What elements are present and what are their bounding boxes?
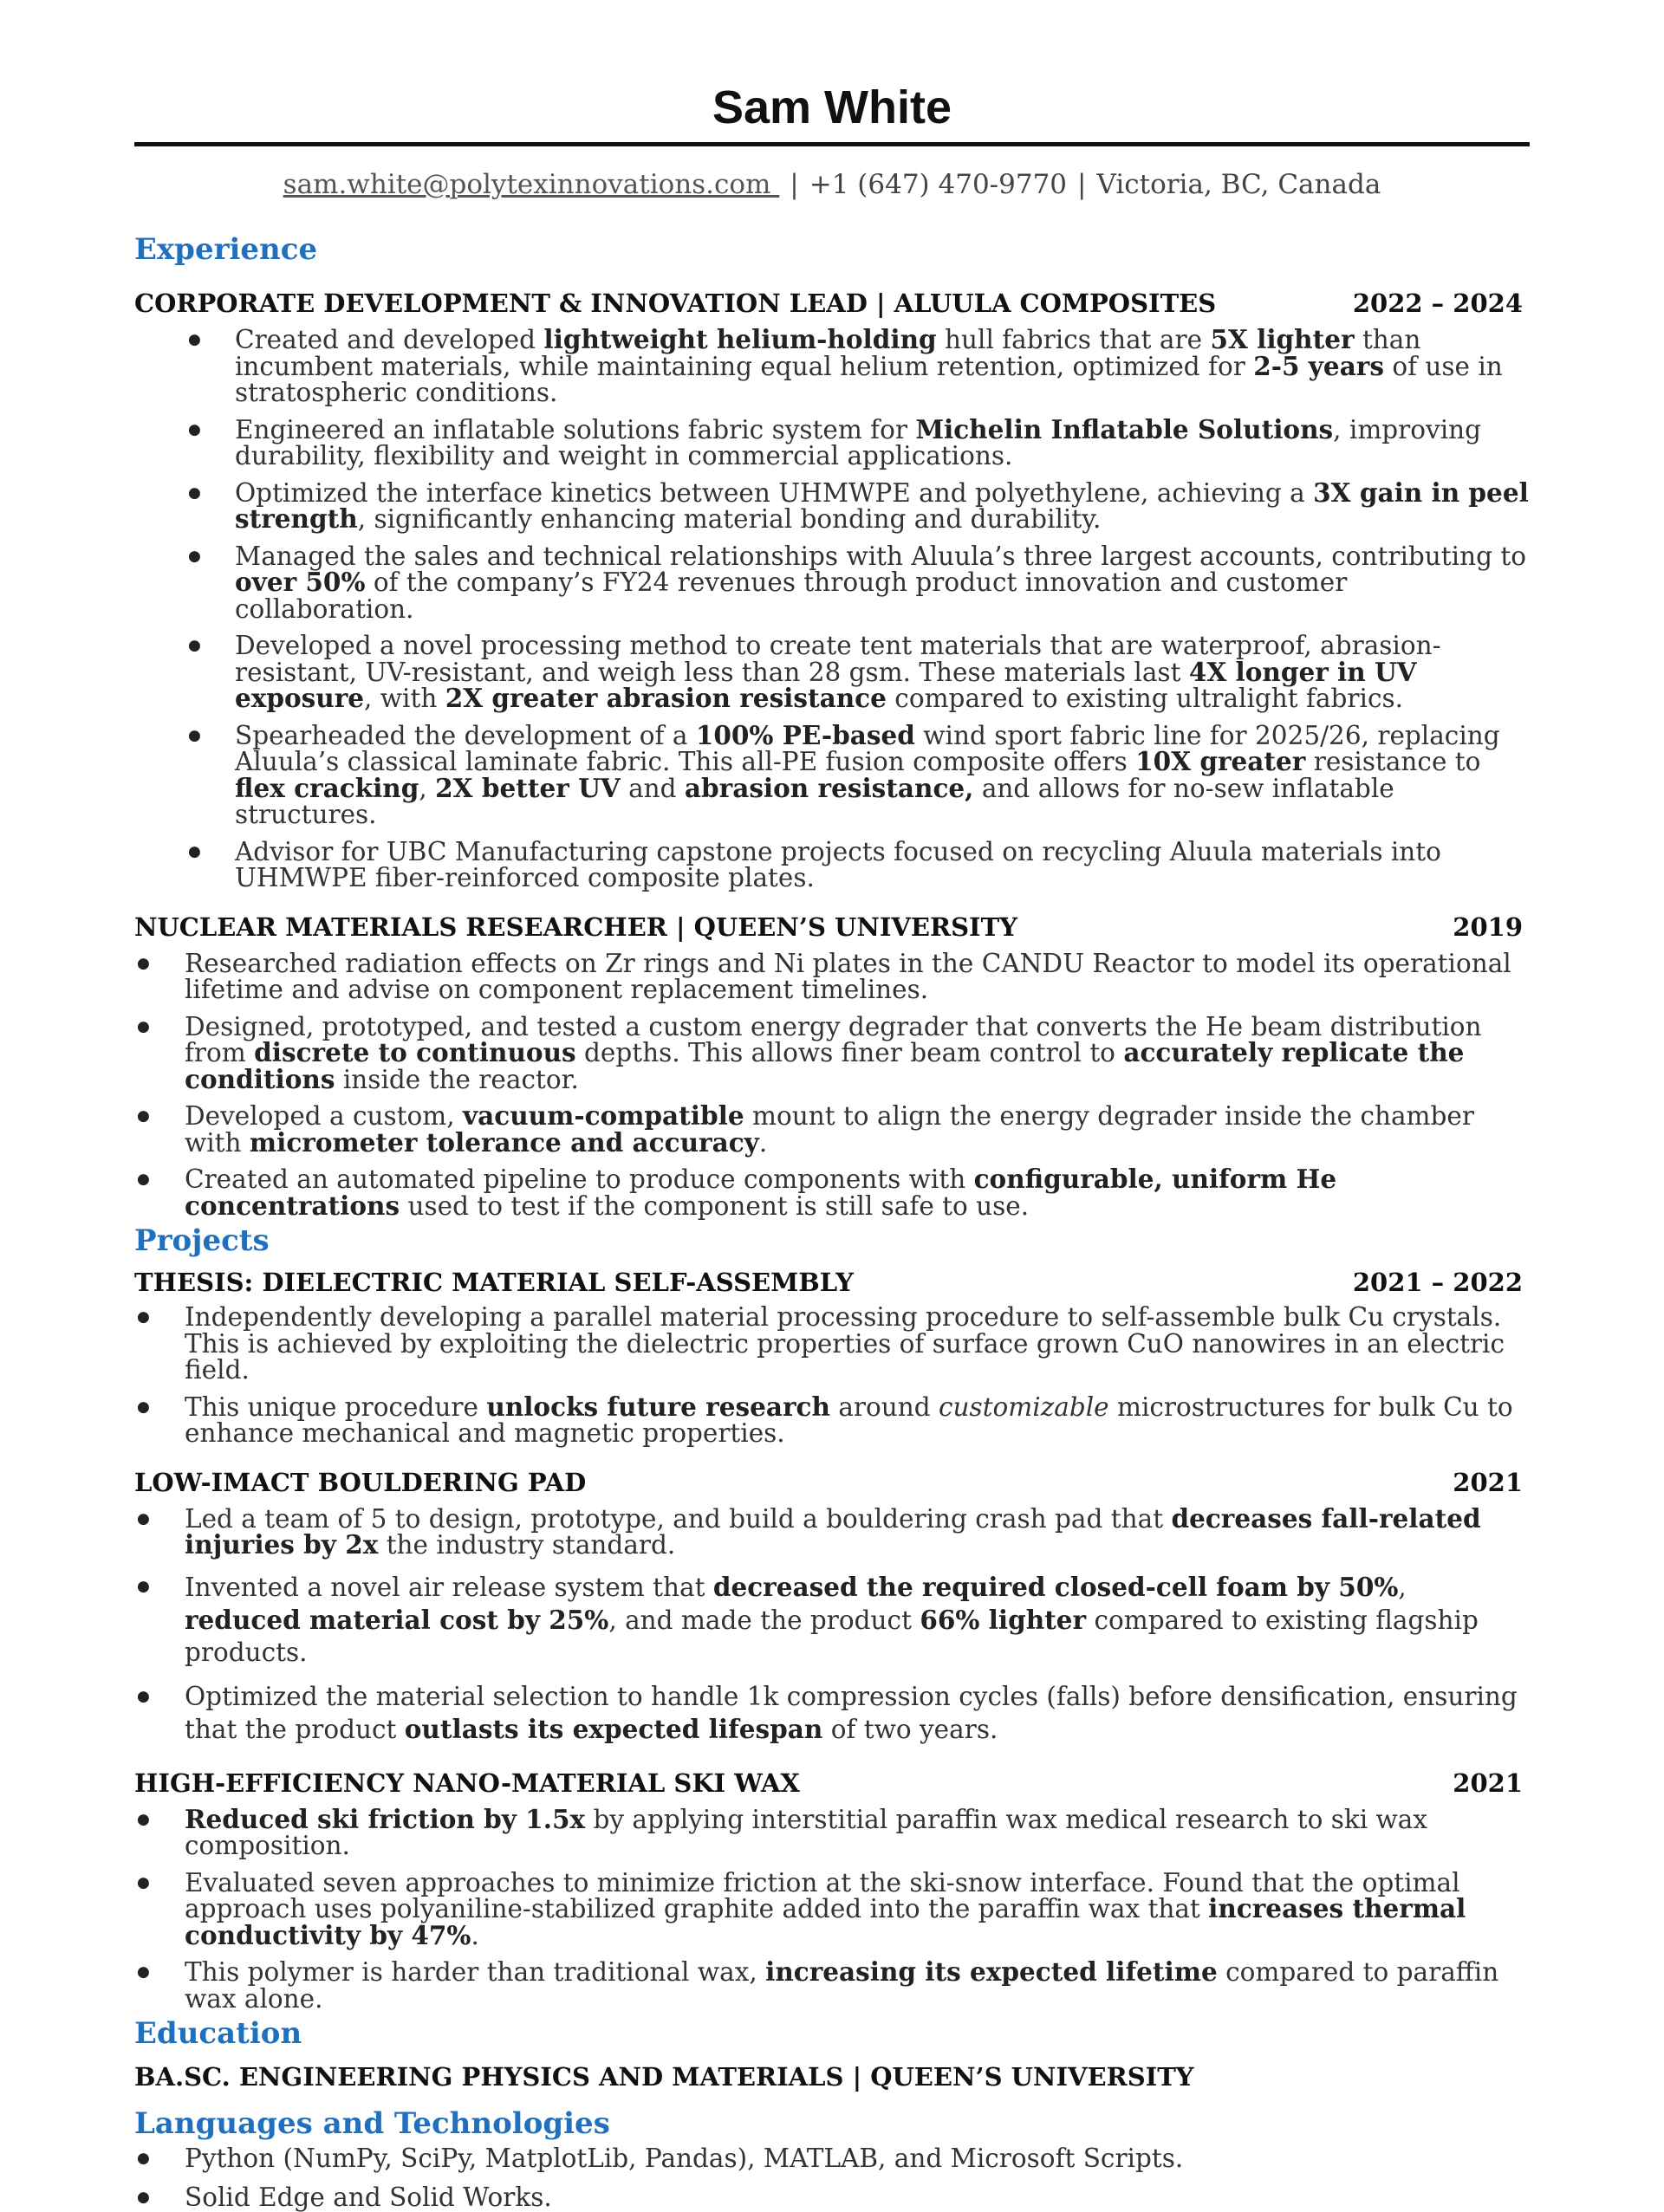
candidate-name: Sam White [712, 81, 952, 133]
project-title: THESIS: DIELECTRIC MATERIAL SELF-ASSEMBLY [134, 1268, 854, 1297]
list-item: ● Python (NumPy, SciPy, MatplotLib, Pandas), MATLAB, and Microsoft Scripts. [134, 2145, 1530, 2172]
list-item: ● Created and developed lightweight helium-holding hull fabrics that are 5X lighter than incumbent materials, while maintaining equal helium retention, optimized for 2-5 years of use in stratospheric conditions. [134, 327, 1530, 406]
project-bullets [134, 1502, 1530, 1560]
project-title: LOW-IMACT BOULDERING PAD [134, 1467, 587, 1497]
project-header [134, 1767, 1530, 1800]
list-item: ● Managed the sales and technical relationships with Aluula’s three largest accounts, contributing to over 50% of the company’s FY24 revenues through product innovation and customer collaboration. [134, 543, 1530, 623]
job-dates: 2019 [1453, 911, 1523, 942]
list-item: ● Engineered an inflatable solutions fabric system for Michelin Inflatable Solutions, improving durability, flexibility and weight in commercial applications. [134, 417, 1530, 470]
project-title: HIGH-EFFICIENCY NANO-MATERIAL SKI WAX [134, 1768, 800, 1798]
list-item: ● Invented a novel air release system that decreased the required closed-cell foam by 50%, reduced material cost by 25%, and made the product 66% lighter compared to existing flagship products. [134, 1571, 1530, 1669]
list-item: ● Researched radiation effects on Zr rings and Ni plates in the CANDU Reactor to model its operational lifetime and advise on component replacement timelines. [134, 950, 1530, 1003]
list-item: ● Advisor for UBC Manufacturing capstone projects focused on recycling Aluula materials into UHMWPE fiber-reinforced composite plates. [134, 839, 1530, 892]
job-bullets [134, 324, 1530, 892]
list-item: ● Optimized the interface kinetics between UHMWPE and polyethylene, achieving a 3X gain in peel strength, significantly enhancing material bonding and durability. [134, 480, 1530, 533]
list-item: ● Designed, prototyped, and tested a custom energy degrader that converts the He beam distribution from discrete to continuous depths. This allows finer beam control to accurately replicate the conditions inside the reactor. [134, 1014, 1530, 1093]
list-item: ● Created an automated pipeline to produce components with configurable, uniform He concentrations used to test if the component is still safe to use. [134, 1166, 1530, 1219]
project-bullets [134, 1304, 1530, 1447]
job-header [134, 287, 1530, 320]
contact-line [134, 167, 1530, 202]
separator: | [790, 169, 799, 200]
education-degree [134, 2060, 1530, 2093]
job-header [134, 911, 1530, 944]
list-item: ● This polymer is harder than traditional wax, increasing its expected lifetime compared to paraffin wax alone. [134, 1959, 1530, 2012]
list-item: ● Optimized the material selection to handle 1k compression cycles (falls) before densification, ensuring that the product outlasts its expected lifespan of two years. [134, 1681, 1530, 1746]
list-item: ● This unique procedure unlocks future research around customizable microstructures for bulk Cu to enhance mechanical and magnetic properties. [134, 1394, 1530, 1447]
section-heading-languages: Languages and Technologies [134, 2106, 610, 2141]
email-link[interactable]: sam.white@polytexinnovations.com [283, 169, 780, 200]
section-heading-experience: Experience [134, 232, 318, 267]
job-title: CORPORATE DEVELOPMENT & INNOVATION LEAD | ALUULA COMPOSITES [134, 289, 1217, 318]
project-header [134, 1266, 1530, 1299]
list-item: ● Developed a novel processing method to create tent materials that are waterproof, abrasion-resistant, UV-resistant, and weigh less than 28 gsm. These materials last 4X longer in UV exposure, with 2X greater abrasion resistance compared to existing ultralight fabrics. [134, 632, 1530, 712]
list-item: ● Evaluated seven approaches to minimize friction at the ski-snow interface. Found that the optimal approach uses polyaniline-stabilized graphite added into the paraffin wax that increases thermal conductivity by 47%. [134, 1870, 1530, 1949]
job-dates: 2022 – 2024 [1352, 289, 1523, 318]
project-bullets [134, 1803, 1530, 2014]
languages-list [134, 2145, 1530, 2210]
location: Victoria, BC, Canada [1096, 169, 1381, 200]
list-item: ● Independently developing a parallel material processing procedure to self-assemble bulk Cu crystals. This is achieved by exploiting the dielectric properties of surface grown CuO nanowires in an electric field. [134, 1304, 1530, 1384]
degree-title: BA.SC. ENGINEERING PHYSICS AND MATERIALS | QUEEN’S UNIVERSITY [134, 2062, 1194, 2092]
resume-page [134, 0, 1530, 2210]
list-item: ● Spearheaded the development of a 100% PE-based wind sport fabric line for 2025/26, replacing Aluula’s classical laminate fabric. This all-PE fusion composite offers 10X greater resistance to flex cracking, 2X better UV and abrasion resistance, and allows for no-sew inflatable structures. [134, 723, 1530, 828]
separator: | [1077, 169, 1087, 200]
phone-number: +1 (647) 470-9770 [809, 169, 1068, 200]
section-heading-projects: Projects [134, 1223, 270, 1258]
project-dates: 2021 [1453, 1467, 1523, 1497]
project-bullets [134, 1571, 1530, 1746]
job-bullets [134, 950, 1530, 1220]
job-title: NUCLEAR MATERIALS RESEARCHER | QUEEN’S UNIVERSITY [134, 911, 1017, 942]
list-item: ● Developed a custom, vacuum-compatible mount to align the energy degrader inside the chamber with micrometer tolerance and accuracy. [134, 1103, 1530, 1156]
list-item: ● Solid Edge and Solid Works. [134, 2184, 1530, 2211]
project-dates: 2021 – 2022 [1352, 1268, 1523, 1297]
header-rule [134, 142, 1530, 146]
list-item: ● Led a team of 5 to design, prototype, and build a bouldering crash pad that decreases fall-related injuries by 2x the industry standard. [134, 1506, 1530, 1559]
project-header [134, 1466, 1530, 1499]
list-item: ● Reduced ski friction by 1.5x by applying interstitial paraffin wax medical research to ski wax composition. [134, 1807, 1530, 1859]
project-dates: 2021 [1453, 1768, 1523, 1798]
section-heading-education: Education [134, 2016, 302, 2051]
